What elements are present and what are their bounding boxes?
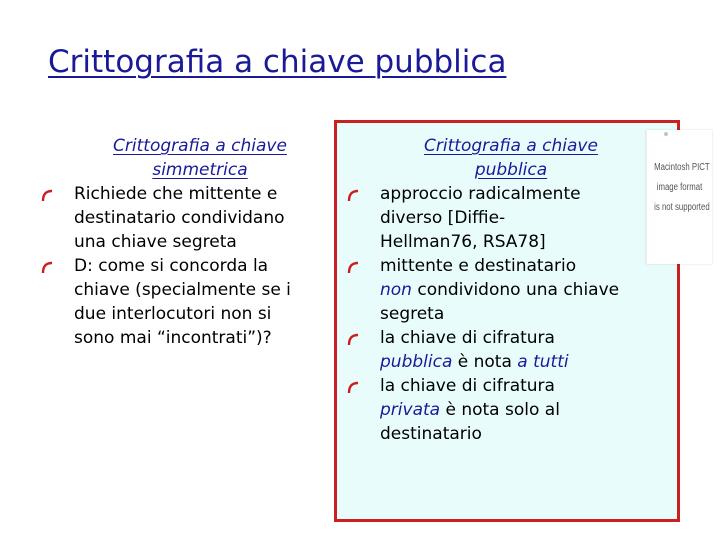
right-bullet-4-line	[380, 398, 646, 422]
left-bullet-1-line: una chiave segreta	[74, 232, 237, 252]
red-curved-bullet-icon	[346, 260, 360, 274]
right-heading	[376, 134, 646, 182]
left-bullet-2-line: chiave (specialmente se i	[74, 280, 291, 300]
left-column	[40, 134, 330, 350]
red-curved-bullet-icon	[40, 188, 54, 202]
left-bullet-1-line: Richiede che mittente e	[74, 184, 278, 204]
right-heading-line2: pubblica	[474, 160, 548, 180]
red-curved-bullet-icon	[346, 332, 360, 346]
red-curved-bullet-icon	[40, 260, 54, 274]
right-bullet-1-line: approccio radicalmente	[380, 184, 581, 204]
unsupported-image-placeholder	[646, 130, 712, 264]
text-run: è nota	[452, 352, 518, 372]
right-bullet-2-line: mittente e destinatario	[380, 256, 577, 276]
red-curved-bullet-icon	[346, 380, 360, 394]
emphasis-a-tutti: a tutti	[517, 352, 569, 372]
left-heading	[70, 134, 330, 182]
right-bullet-4	[346, 374, 646, 446]
left-bullet-1	[40, 182, 330, 254]
emphasis-pubblica: pubblica	[380, 352, 453, 372]
left-bullet-2-line: sono mai “incontrati”)?	[74, 328, 272, 348]
right-bullet-3-line	[380, 350, 646, 374]
text-run: condividono una chiave	[411, 280, 620, 300]
right-bullet-list	[346, 182, 646, 446]
slide-title: Crittografia a chiave pubblica	[48, 44, 507, 80]
right-bullet-1-line: diverso [Diffie-	[380, 208, 506, 228]
right-heading-line1: Crittografia a chiave	[424, 136, 598, 156]
placeholder-line: Macintosh PICT	[654, 162, 710, 173]
right-bullet-2	[346, 254, 646, 326]
right-bullet-3	[346, 326, 646, 374]
left-bullet-2	[40, 254, 330, 350]
text-run: è nota solo al	[440, 400, 560, 420]
left-bullet-1-line: destinatario condividano	[74, 208, 285, 228]
left-heading-line2: simmetrica	[152, 160, 248, 180]
red-curved-bullet-icon	[346, 188, 360, 202]
emphasis-non: non	[380, 280, 412, 300]
placeholder-line: image format	[656, 182, 703, 193]
left-heading-line1: Crittografia a chiave	[113, 136, 287, 156]
left-bullet-2-line: D: come si concorda la	[74, 256, 269, 276]
right-bullet-2-line	[380, 278, 646, 302]
left-bullet-2-line: due interlocutori non si	[74, 304, 272, 324]
right-bullet-1	[346, 182, 646, 254]
right-bullet-3-line: la chiave di cifratura	[380, 328, 555, 348]
right-bullet-4-line: destinatario	[380, 424, 482, 444]
placeholder-dot-icon	[664, 132, 668, 136]
right-bullet-2-line: segreta	[380, 304, 445, 324]
right-bullet-1-line: Hellman76, RSA78]	[380, 232, 546, 252]
placeholder-line: is not supported	[654, 202, 710, 213]
emphasis-privata: privata	[380, 400, 441, 420]
right-column	[346, 134, 646, 446]
left-bullet-list	[40, 182, 330, 350]
right-bullet-4-line: la chiave di cifratura	[380, 376, 555, 396]
